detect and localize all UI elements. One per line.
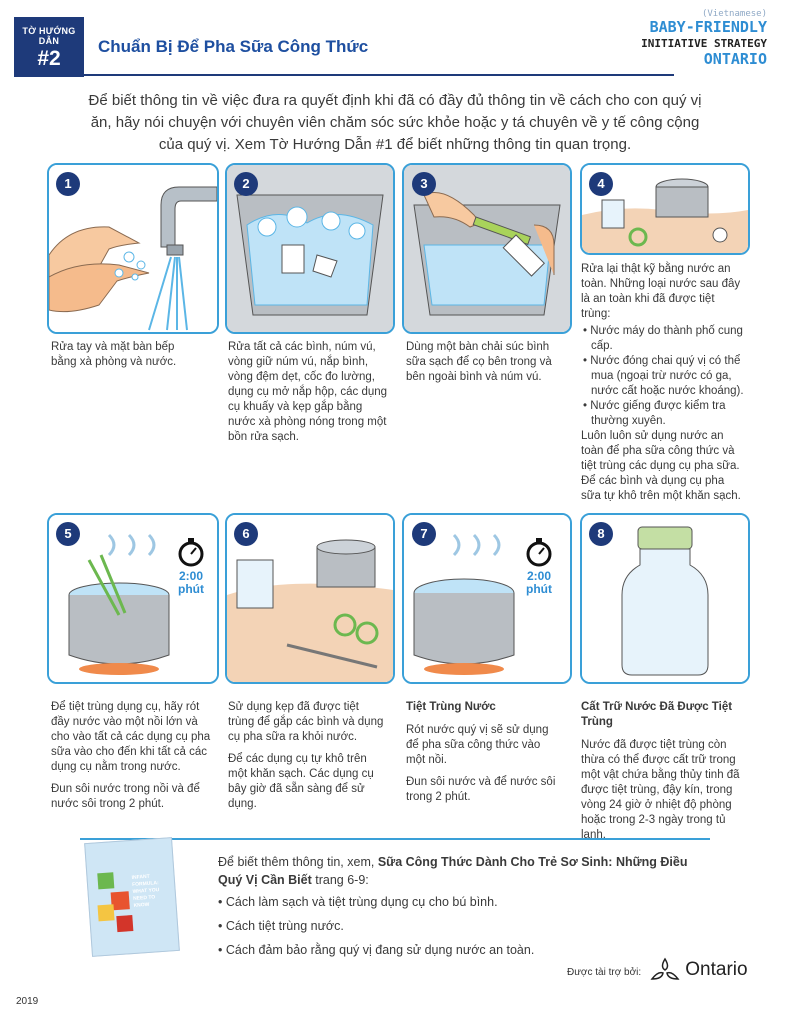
publication-year: 2019 <box>16 996 39 1007</box>
page-header <box>0 0 791 80</box>
step-4-body: Rửa lại thật kỹ bằng nước an toàn. Những loại nước sau đây là an toàn khi đã được tiệt trùng: <box>581 263 741 320</box>
badge-number: #2 <box>37 47 61 70</box>
step-5-number: 5 <box>56 522 80 546</box>
step-4-text <box>581 262 746 511</box>
bfi-logo <box>641 9 767 68</box>
step-3-number: 3 <box>412 172 436 196</box>
header-rule <box>84 74 674 76</box>
badge-label: TỜ HƯỚNG DẪN <box>22 26 76 46</box>
step-8-text <box>581 700 746 850</box>
guide-badge <box>14 17 84 77</box>
bfi-line3: ONTARIO <box>703 50 767 68</box>
step-8-heading: Cất Trữ Nước Đã Được Tiệt Trùng <box>581 701 733 728</box>
step-5-body: Để tiệt trùng dụng cụ, hãy rót đầy nước vào một nồi lớn và cho vào tất cả các dụng cụ pha sữa vào cho đến khi tất cả các dụng cụ nằm trong nước. <box>51 701 211 773</box>
footer-lead: Để biết thêm thông tin, xem, <box>218 855 375 869</box>
bfi-line2: INITIATIVE STRATEGY <box>641 37 767 50</box>
step-5-text <box>51 700 211 819</box>
timer-unit: phút <box>526 582 552 596</box>
step-6-body: Sử dụng kẹp đã được tiệt trùng để gắp các bình và dụng cụ pha sữa ra khỏi nước. <box>228 701 384 743</box>
booklet-cover <box>84 837 180 957</box>
step-4-extra: Luôn luôn sử dụng nước an toàn để pha sữa công thức và tiệt trùng các dụng cụ pha sữa. Để các bình và dụng cụ pha sữa tự khô trên một khăn sạch. <box>581 430 741 502</box>
step-7-timer <box>518 537 560 596</box>
footer-list <box>218 893 698 959</box>
step-2-body: Rửa tất cả các bình, núm vú, vòng giữ núm vú, nắp bình, vòng đệm dẹt, cốc đo lường, dụng cụ mở nắp hộp, các dụng cụ khuấy và kẹp gắp bằng nước xà phòng nóng trong một bồn rửa sạch. <box>228 341 388 443</box>
step-4-water-list <box>581 324 746 429</box>
booklet-title: INFANT FORMULA: WHAT YOU NEED TO KNOW <box>131 873 160 909</box>
step-4-bullet-2-text: Nước đóng chai quý vị có thể mua (ngoại trừ nước có ga, nước cất hoặc nước khoáng). <box>590 355 744 397</box>
step-5-timer <box>170 537 212 596</box>
trillium-icon <box>650 957 680 983</box>
step-1-number: 1 <box>56 172 80 196</box>
footer-info <box>218 853 698 965</box>
step-1-text <box>51 340 201 377</box>
footer-pages: trang 6-9: <box>315 873 369 887</box>
footer-bullet-3: • Cách đảm bảo rằng quý vị đang sử dụng nước an toàn. <box>218 943 535 957</box>
step-7-heading: Tiệt Trùng Nước <box>406 701 496 713</box>
timer-unit: phút <box>178 582 204 596</box>
step-4-bullet-3-text: Nước giếng được kiểm tra thường xuyên. <box>590 400 726 427</box>
step-7-number: 7 <box>412 522 436 546</box>
intro-text: Để biết thông tin về việc đưa ra quyết định khi đã có đầy đủ thông tin về cách cho con quý vị ăn, hãy nói chuyện với chuyên viên chăm sóc sức khỏe hoặc y tá chuyên về y tế công cộng của quý vị. Xem Tờ Hướng Dẫn #1 để biết những thông tin quan trọng. <box>88 92 702 153</box>
footer-booklet-title: Sữa Công Thức Dành Cho Trẻ Sơ Sinh: Những Điều Quý Vị Cần Biết <box>218 855 688 887</box>
stopwatch-icon <box>176 537 206 567</box>
timer-value: 2:00 <box>178 569 204 583</box>
step-6-number: 6 <box>234 522 258 546</box>
timer-value: 2:00 <box>526 569 552 583</box>
step-3-text <box>406 340 561 392</box>
ontario-wordmark: Ontario <box>685 959 748 981</box>
step-1-body: Rửa tay và mặt bàn bếp bằng xà phòng và nước. <box>51 341 177 368</box>
footer-bullet-1: • Cách làm sạch và tiệt trùng dụng cụ cho bú bình. <box>218 895 498 909</box>
step-4-bullet-1: • Nước máy do thành phố cung cấp. <box>583 325 743 352</box>
bfi-language: (Vietnamese) <box>701 9 767 19</box>
ontario-logo <box>650 957 748 983</box>
step-7-extra: Đun sôi nước và để nước sôi trong 2 phút. <box>406 776 556 803</box>
sponsor-label: Được tài trợ bởi: <box>567 967 642 978</box>
step-4-bullet-2: • Nước đóng chai quý vị có thể mua (ngoại trừ nước có ga, nước cất hoặc nước khoáng). <box>583 355 744 397</box>
step-6-extra: Để các dụng cụ tự khô trên một khăn sạch. Các dụng cụ bây giờ đã sẵn sàng để sử dụng. <box>228 753 374 810</box>
step-8-body: Nước đã được tiệt trùng còn thừa có thể được cất trữ trong một vật chứa bằng thủy tinh đã được tiệt trùng, đậy kín, trong vòng 24 giờ ở nhiệt độ phòng hoặc trong 2-3 ngày trong tủ lạnh. <box>581 739 740 841</box>
step-4-number: 4 <box>589 172 613 196</box>
stopwatch-icon <box>524 537 554 567</box>
footer-bullet-2: • Cách tiệt trùng nước. <box>218 919 344 933</box>
step-8-number: 8 <box>589 522 613 546</box>
step-3-body: Dùng một bàn chải súc bình sữa sạch để cọ bên trong và bên ngoài bình và núm vú. <box>406 341 552 383</box>
bfi-line1: BABY-FRIENDLY <box>649 18 767 36</box>
step-4-bullet-3: • Nước giếng được kiểm tra thường xuyên. <box>583 400 726 427</box>
page-title: Chuẩn Bị Để Pha Sữa Công Thức <box>98 37 369 56</box>
step-6-text <box>228 700 388 819</box>
step-7-text <box>406 700 561 812</box>
step-4-bullet-1-text: Nước máy do thành phố cung cấp. <box>590 325 743 352</box>
step-5-extra: Đun sôi nước trong nồi và để nước sôi trong 2 phút. <box>51 783 200 810</box>
step-7-body: Rót nước quý vị sẽ sử dụng để pha sữa công thức vào một nồi. <box>406 724 549 766</box>
step-2-text <box>228 340 388 452</box>
step-2-number: 2 <box>234 172 258 196</box>
